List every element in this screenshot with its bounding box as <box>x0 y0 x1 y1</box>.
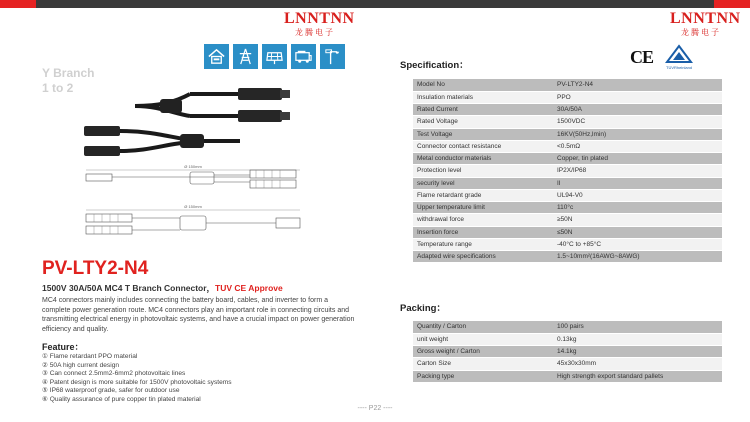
row-value: 14.1kg <box>553 346 722 358</box>
row-label: Flame retardant grade <box>413 189 553 201</box>
top-bar-accent <box>714 0 750 8</box>
technical-drawing-upper <box>86 164 300 188</box>
row-label: Protection level <box>413 165 553 177</box>
subtitle-certification: TUV CE Approve <box>215 283 283 293</box>
top-bar-accent <box>0 0 36 8</box>
row-label: Test Voltage <box>413 128 553 140</box>
spec-row <box>413 214 722 226</box>
row-label: security level <box>413 177 553 189</box>
row-value: 30A/50A <box>553 104 722 116</box>
feature-item: ⑥ Quality assurance of pure copper tin plated material <box>42 395 201 403</box>
feature-item: ① Flame retardant PPO material <box>42 353 138 360</box>
application-icons <box>204 44 345 69</box>
subtitle-main: 1500V 30A/50A MC4 T Branch Connector， <box>42 283 216 293</box>
spec-row <box>413 91 722 103</box>
packing-row <box>413 333 722 345</box>
row-value: PV-LTY2-N4 <box>553 79 722 91</box>
product-description: MC4 connectors mainly includes connecting the battery board, cables, and inverter to form a complete power generation route. MC4 connectors play an important role in connecting circuits and transmitting electrical energy in photovoltaic systems, and have a crucial impact on power generation efficiency and quality. <box>42 297 355 333</box>
spec-row <box>413 177 722 189</box>
spec-row <box>413 104 722 116</box>
certification-marks <box>630 44 697 70</box>
spec-row <box>413 202 722 214</box>
row-value: High strength export standard pallets <box>553 370 722 382</box>
spec-row <box>413 116 722 128</box>
spec-row <box>413 226 722 238</box>
row-value: II <box>553 177 722 189</box>
packing-row <box>413 321 722 333</box>
feature-list <box>42 353 232 405</box>
product-subtitle <box>42 282 283 294</box>
page-number: ---- P22 ---- <box>357 405 393 412</box>
row-value: -40°C to +85°C <box>553 238 722 250</box>
specification-table <box>413 79 722 263</box>
solar-panel-icon <box>262 44 287 69</box>
tuv-label: TÜVRheinland <box>666 65 693 70</box>
brand-name-cn: 龙腾电子 <box>681 28 721 37</box>
top-bar <box>375 0 750 8</box>
row-label: Insulation materials <box>413 91 553 103</box>
spec-row <box>413 140 722 152</box>
row-label: Metal conductor materials <box>413 153 553 165</box>
spec-row <box>413 238 722 250</box>
packing-table <box>413 321 722 383</box>
row-value: 45x30x30mm <box>553 358 722 370</box>
row-value: 0.13kg <box>553 333 722 345</box>
row-label: Temperature range <box>413 238 553 250</box>
dimension-label-2: Ø 150mm <box>184 204 202 209</box>
branch-ratio: 1 to 2 <box>42 81 74 95</box>
dimension-label-1: Ø 150mm <box>184 164 202 169</box>
row-label: Rated Current <box>413 104 553 116</box>
top-bar <box>0 0 375 8</box>
brand-name: LNNTNN <box>284 10 355 27</box>
spec-row <box>413 251 722 263</box>
row-value: 110°c <box>553 202 722 214</box>
row-label: Connector contact resistance <box>413 140 553 152</box>
packing-row <box>413 370 722 382</box>
feature-item: ② 50A high current design <box>42 361 120 369</box>
ce-mark: CE <box>630 46 654 67</box>
row-value: IP2X/IP68 <box>553 165 722 177</box>
row-label: Adapted wire specifications <box>413 251 553 263</box>
brand-logo <box>670 10 741 38</box>
technical-drawing-lower <box>86 204 300 234</box>
row-value: ≤50N <box>553 226 722 238</box>
product-image <box>80 84 306 254</box>
tuv-certification-icon <box>661 44 697 70</box>
power-tower-icon <box>233 44 258 69</box>
product-model: PV-LTY2-N4 <box>42 258 149 279</box>
brand-name: LNNTNN <box>670 10 741 27</box>
row-label: unit weight <box>413 333 553 345</box>
rv-vehicle-icon <box>291 44 316 69</box>
row-label: Model No <box>413 79 553 91</box>
row-value: Copper, tin plated <box>553 153 722 165</box>
feature-item: ④ Patent design is more suitable for 1500V photovoltaic systems <box>42 378 232 386</box>
row-value: 1500VDC <box>553 116 722 128</box>
packing-row <box>413 358 722 370</box>
row-label: Gross weight / Carton <box>413 346 553 358</box>
row-value: 1.5~10mm²(16AWG~8AWG) <box>553 251 722 263</box>
packing-row <box>413 346 722 358</box>
row-label: Upper temperature limit <box>413 202 553 214</box>
specification-heading: Specification： <box>400 60 469 71</box>
brand-logo <box>284 10 355 38</box>
row-label: Quantity / Carton <box>413 321 553 333</box>
spec-row <box>413 153 722 165</box>
home-rooftop-icon <box>204 44 229 69</box>
branch-type: Y Branch <box>42 66 95 80</box>
row-label: Rated Voltage <box>413 116 553 128</box>
row-value: ≥50N <box>553 214 722 226</box>
row-value: 16KV(50Hz,lmin) <box>553 128 722 140</box>
row-label: Insertion force <box>413 226 553 238</box>
spec-row <box>413 165 722 177</box>
row-value: PPO <box>553 91 722 103</box>
feature-item: ③ Can connect 2.5mm2-6mm2 photovoltaic lines <box>42 370 186 378</box>
row-label: withdrawal force <box>413 214 553 226</box>
feature-item: ⑤ IP68 waterproof grade, safer for outdoor use <box>42 387 180 395</box>
brand-name-cn: 龙腾电子 <box>295 28 335 37</box>
feature-heading: Feature： <box>42 342 84 352</box>
spec-row <box>413 128 722 140</box>
right-page <box>375 0 750 422</box>
row-value: UL94-V0 <box>553 189 722 201</box>
row-label: Packing type <box>413 370 553 382</box>
row-value: <0.5mΩ <box>553 140 722 152</box>
spec-row <box>413 79 722 91</box>
packing-heading: Packing： <box>400 303 446 314</box>
street-light-icon <box>320 44 345 69</box>
spec-row <box>413 189 722 201</box>
row-label: Carton Size <box>413 358 553 370</box>
connector-photo-lower <box>84 126 240 156</box>
row-value: 100 pairs <box>553 321 722 333</box>
connector-photo-upper <box>135 88 290 122</box>
